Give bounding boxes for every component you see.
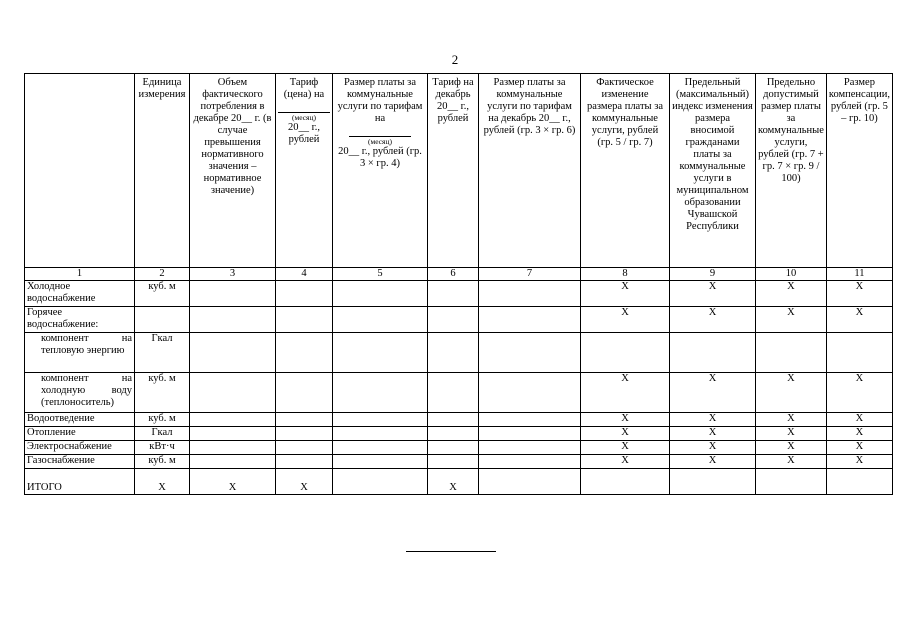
table-cell: X [670,455,756,469]
column-number: 1 [25,268,135,281]
header-row [25,74,893,268]
table-cell: X [756,427,827,441]
table-cell: X [756,441,827,455]
table-cell [190,333,276,373]
column-number: 4 [276,268,333,281]
row-label: компонент на холодную воду (теплоноситель) [25,373,135,413]
compensation-table [24,73,893,495]
month-blank [349,126,411,137]
table-cell: куб. м [135,413,190,427]
table-cell [826,469,892,495]
table-cell: X [581,373,670,413]
row-label: Отопление [25,427,135,441]
header-col-7: Размер платы за коммунальные услуги по тарифам на декабрь 20__ г., рублей (гр. 3 × гр. 6) [479,74,581,268]
table-cell [333,427,428,441]
table-cell [479,333,581,373]
column-number-row [25,268,893,281]
table-cell [333,455,428,469]
table-cell [190,427,276,441]
table-cell [276,413,333,427]
table-cell: X [826,413,892,427]
table-cell [479,281,581,307]
table-cell [581,469,670,495]
column-number: 11 [826,268,892,281]
table-row [25,455,893,469]
table-cell [333,469,428,495]
row-label: ИТОГО [25,469,135,495]
table-cell [428,333,479,373]
table-cell: X [670,441,756,455]
table-row [25,281,893,307]
page-number: 2 [451,52,459,67]
table-cell: X [826,307,892,333]
table-cell [276,281,333,307]
column-number: 9 [670,268,756,281]
table-cell [333,281,428,307]
header-col-3: Объем фактического потребления в декабре 20__ г. (в случае превышения нормативного значения – нормативное значение) [190,74,276,268]
table-cell [276,307,333,333]
table-cell [276,441,333,455]
table-cell: Гкал [135,333,190,373]
table-cell: кВт·ч [135,441,190,455]
table-cell [428,413,479,427]
table-cell [479,307,581,333]
table-cell: X [135,469,190,495]
table-cell: X [826,441,892,455]
table-cell [276,427,333,441]
table-row [25,427,893,441]
table-cell [333,441,428,455]
table-cell [333,333,428,373]
table-cell: X [581,441,670,455]
table-cell [479,413,581,427]
table-cell: X [670,281,756,307]
table-cell: X [670,427,756,441]
column-number: 8 [581,268,670,281]
table-cell [190,281,276,307]
table-cell [428,455,479,469]
table-cell: X [756,373,827,413]
table-cell: X [276,469,333,495]
table-cell: куб. м [135,455,190,469]
table-body [25,281,893,495]
table-cell: X [581,427,670,441]
table-cell [428,441,479,455]
column-number: 5 [333,268,428,281]
table-cell [276,333,333,373]
header-col-4-text: Тариф (цена) на [283,77,325,100]
table-cell [190,307,276,333]
table-cell: X [756,281,827,307]
table-cell [333,373,428,413]
header-col-4 [276,74,333,268]
table-cell: X [756,413,827,427]
table-cell [826,333,892,373]
table-cell [428,307,479,333]
table-cell [428,281,479,307]
column-number: 10 [756,268,827,281]
table-cell [479,469,581,495]
table-row [25,333,893,373]
table-cell [479,373,581,413]
row-label: Водоотведение [25,413,135,427]
table-cell: X [670,373,756,413]
table-cell [670,469,756,495]
table-cell [756,469,827,495]
table-cell: X [826,281,892,307]
header-col-1 [25,74,135,268]
table-cell: X [581,307,670,333]
row-label: Электроснабжение [25,441,135,455]
table-cell [190,373,276,413]
column-number: 2 [135,268,190,281]
table-cell: Гкал [135,427,190,441]
table-row [25,441,893,455]
row-label: компонент на тепловую энергию [25,333,135,373]
row-label: Газоснабжение [25,455,135,469]
month-blank [278,102,330,113]
table-cell: X [581,413,670,427]
table-cell [479,441,581,455]
table-cell: X [826,373,892,413]
header-col-2: Единица измерения [135,74,190,268]
table-cell [190,455,276,469]
table-cell [428,427,479,441]
table-cell: куб. м [135,373,190,413]
table-cell [479,455,581,469]
header-col-5-text: Размер платы за коммунальные услуги по тарифам на [337,77,423,124]
month-caption: (месяц) [367,137,393,146]
table-cell: X [581,455,670,469]
table-cell [581,333,670,373]
table-cell [479,427,581,441]
month-caption: (месяц) [291,113,317,122]
table-cell: X [581,281,670,307]
table-cell: X [670,307,756,333]
table-cell [333,413,428,427]
column-number: 3 [190,268,276,281]
table-cell [670,333,756,373]
row-label: Горячее водоснабжение: [25,307,135,333]
header-col-5 [333,74,428,268]
table-cell [333,307,428,333]
header-col-9: Предельный (максимальный) индекс изменения размера вносимой гражданами платы за коммунальные услуги в муниципальном образовании Чувашской Республики [670,74,756,268]
table-cell: X [826,455,892,469]
table-cell: X [428,469,479,495]
table-cell: X [756,307,827,333]
header-col-11: Размер компенсации, рублей (гр. 5 – гр. 10) [826,74,892,268]
table-cell: X [826,427,892,441]
column-number: 6 [428,268,479,281]
table-row [25,307,893,333]
table-cell [428,373,479,413]
table-cell [276,373,333,413]
table-cell [276,455,333,469]
table-cell: X [190,469,276,495]
table-row [25,413,893,427]
table-cell: X [756,455,827,469]
row-label: Холодное водоснабжение [25,281,135,307]
header-col-8: Фактическое изменение размера платы за коммунальные услуги, рублей (гр. 5 / гр. 7) [581,74,670,268]
footer-rule [406,551,496,552]
table-cell: куб. м [135,281,190,307]
table-cell: X [670,413,756,427]
table-cell [190,441,276,455]
table-cell [190,413,276,427]
header-col-6: Тариф на декабрь 20__ г., рублей [428,74,479,268]
table-cell [756,333,827,373]
table-row [25,469,893,495]
table-cell [135,307,190,333]
table-row [25,373,893,413]
header-col-5-tail: 20__ г., рублей (гр. 3 × гр. 4) [338,146,422,169]
header-col-4-tail: 20__ г., рублей [288,122,320,145]
header-col-10: Предельно допустимый размер платы за коммунальные услуги, рублей (гр. 7 + гр. 7 × гр. 9 / 100) [756,74,827,268]
column-number: 7 [479,268,581,281]
